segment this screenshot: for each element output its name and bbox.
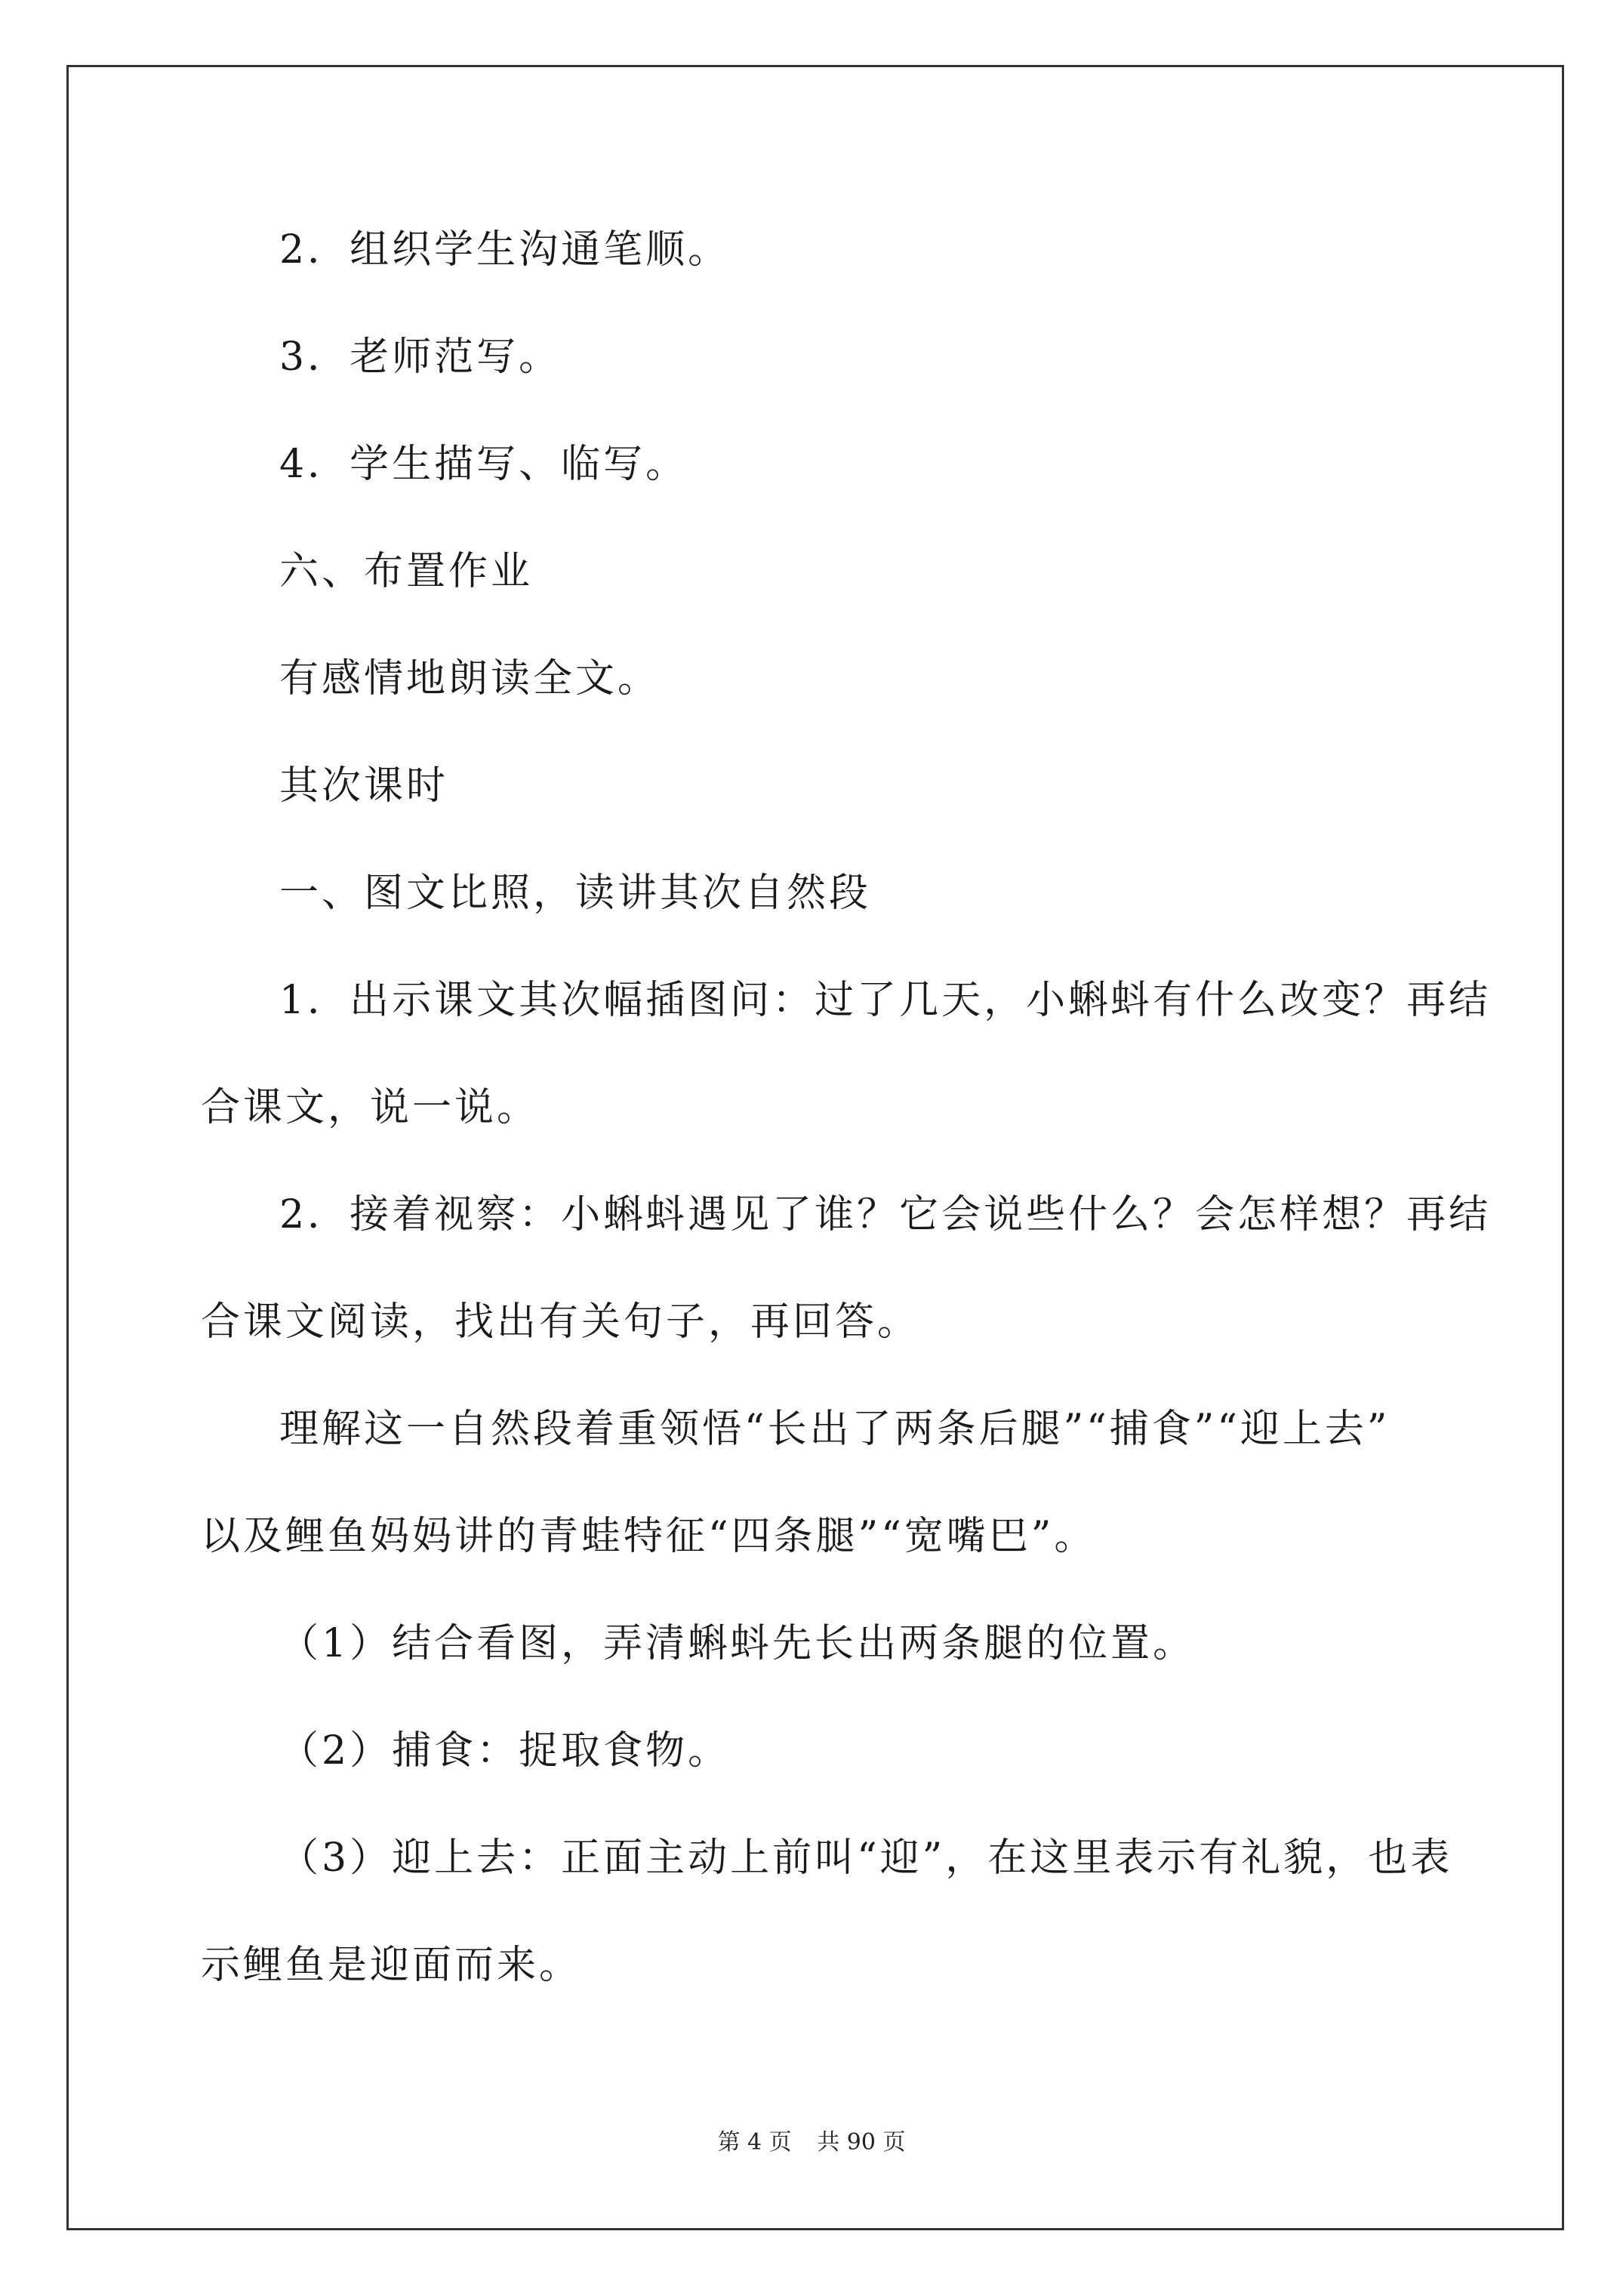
document-body	[201, 0, 1492, 2114]
paragraph-line: （1）结合看图，弄清蝌蚪先长出两条腿的位置。	[279, 1621, 1196, 1666]
paragraph-line: 合课文阅读，找出有关句子，再回答。	[201, 1299, 920, 1345]
paragraph-line: （2）捕食：捉取食物。	[279, 1728, 731, 1774]
paragraph-line: 有感情地朗读全文。	[279, 656, 661, 701]
paragraph-line: 4．学生描写、临写。	[279, 442, 688, 487]
section-heading: 六、布置作业	[279, 549, 534, 594]
paragraph-line: 理解这一自然段着重领悟“长出了两条后腿”“捕食”“迎上去”	[279, 1407, 1390, 1452]
paragraph-line: （3）迎上去：正面主动上前叫“迎”，在这里表示有礼貌，也表	[279, 1835, 1453, 1881]
paragraph-line: 2．接着视察：小蝌蚪遇见了谁？它会说些什么？会怎样想？再结	[279, 1192, 1492, 1237]
page-total: 共 90 页	[817, 2129, 906, 2156]
section-heading: 一、图文比照，读讲其次自然段	[279, 871, 872, 916]
paragraph-line: 2．组织学生沟通笔顺。	[279, 227, 731, 273]
page-number: 第 4 页	[717, 2129, 792, 2156]
paragraph-line: 示鲤鱼是迎面而来。	[201, 1943, 582, 1988]
section-heading: 其次课时	[279, 763, 449, 809]
paragraph-line: 合课文，说一说。	[201, 1085, 540, 1130]
paragraph-line: 以及鲤鱼妈妈讲的青蛙特征“四条腿”“宽嘴巴”。	[201, 1514, 1097, 1559]
page-footer	[0, 2128, 1623, 2158]
paragraph-line: 3．老师范写。	[279, 334, 562, 380]
paragraph-line: 1．出示课文其次幅插图问：过了几天，小蝌蚪有什么改变？再结	[279, 978, 1492, 1023]
